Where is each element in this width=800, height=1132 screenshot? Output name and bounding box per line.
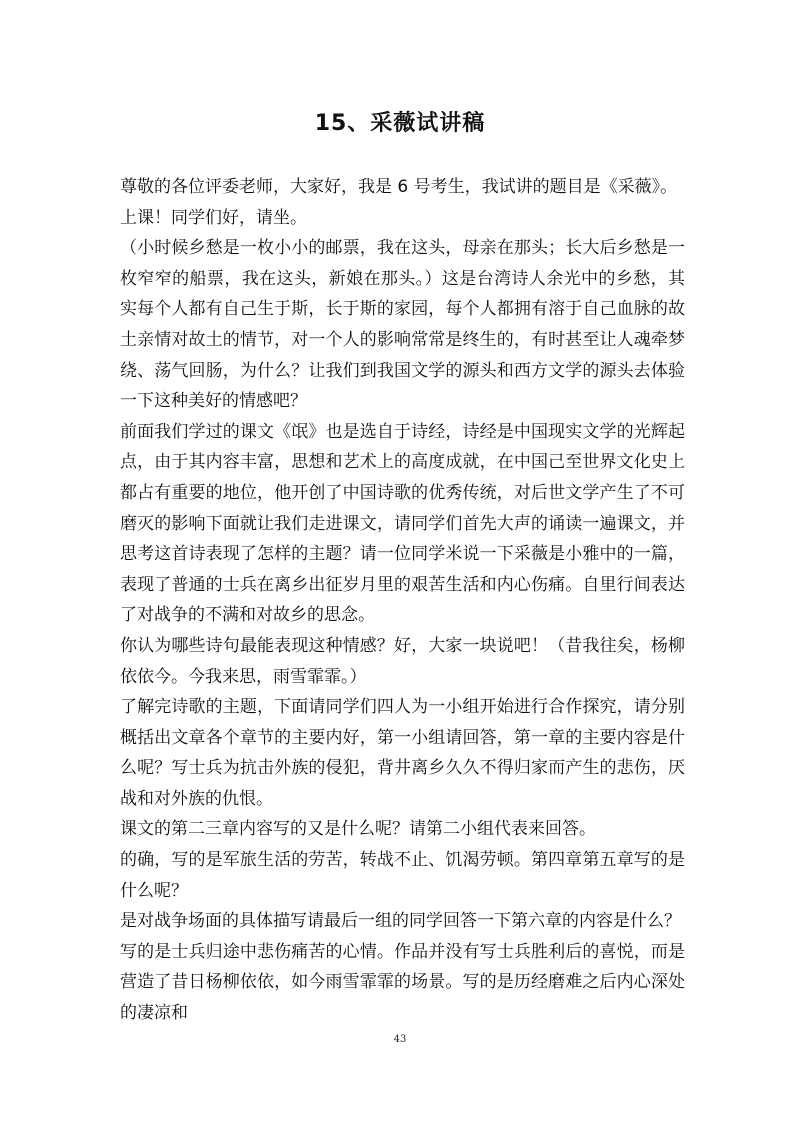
- document-title: 15、采薇试讲稿: [314, 111, 486, 136]
- paragraph-greeting: 尊敬的各位评委老师，大家好，我是 6 号考生，我试讲的题目是《采薇》。: [120, 177, 678, 197]
- paragraph-chapters-four-five: 的确，写的是军旅生活的劳苦，转战不止、饥渴劳顿。第四章第五章写的是什么呢？: [120, 850, 685, 901]
- document-body: [120, 172, 685, 1029]
- paragraph-chapters-two-three: 课文的第二三章内容写的又是什么呢？请第二小组代表来回答。: [120, 819, 596, 840]
- paragraph-chapter-six-question: 是对战争场面的具体描写请最后一组的同学回答一下第六章的内容是什么？: [120, 911, 681, 932]
- paragraph-key-lines: 你认为哪些诗句最能表现这种情感？好，大家一块说吧！（昔我往矣，杨柳依依今。今我来思，雨雪霏霏。）: [120, 635, 685, 687]
- paragraph-background: 前面我们学过的课文《氓》也是选自于诗经，诗经是中国现实文学的光辉起点，由于其内容丰富，思想和艺术上的高度成就，在中国己至世界文化史上都占有重要的地位，他开创了中国诗歌的优秀传统，对后世文学产生了不可磨灭的影响下面就让我们走进课文，请同学们首先大声的诵读一遍课文，并思考这首诗表现了怎样的主题？请一位同学米说一下采薇是小雅中的一篇，表现了普通的士兵在离乡出征岁月里的艰苦生活和内心伤痛。自里行间表达了对战争的不满和对故乡的思念。: [120, 421, 685, 626]
- paragraph-group-discussion: 了解完诗歌的主题，下面请同学们四人为一小组开始进行合作探究，请分别概括出文章各个章节的主要内好，第一小组请回答，第一章的主要内容是什么呢？写士兵为抗击外族的侵犯，背井离乡久久不得归家而产生的悲伤，厌战和对外族的仇恨。: [120, 697, 685, 809]
- paragraph-chapter-six-answer: 写的是士兵归途中悲伤痛苦的心情。作品并没有写士兵胜利后的喜悦，而是营造了昔日杨柳依依，如今雨雪霏霏的场景。写的是历经磨难之后内心深处的凄凉和: [120, 941, 685, 1024]
- page-number: 43: [393, 1034, 407, 1045]
- paragraph-introduction: （小时候乡愁是一枚小小的邮票，我在这头，母亲在那头；长大后乡愁是一枚窄窄的船票，我在这头，新娘在那头。）这是台湾诗人余光中的乡愁，其实每个人都有自己生于斯，长于斯的家园，每个人都拥有溶于自己血脉的故土亲情对故土的情节，对一个人的影响常常是终生的，有时甚至让人魂牵梦绕、荡气回肠，为什么？让我们到我国文学的源头和西方文学的源头去体验一下这种美好的情感吧？: [120, 238, 685, 412]
- paragraph-class-start: 上课！同学们好，请坐。: [120, 207, 307, 228]
